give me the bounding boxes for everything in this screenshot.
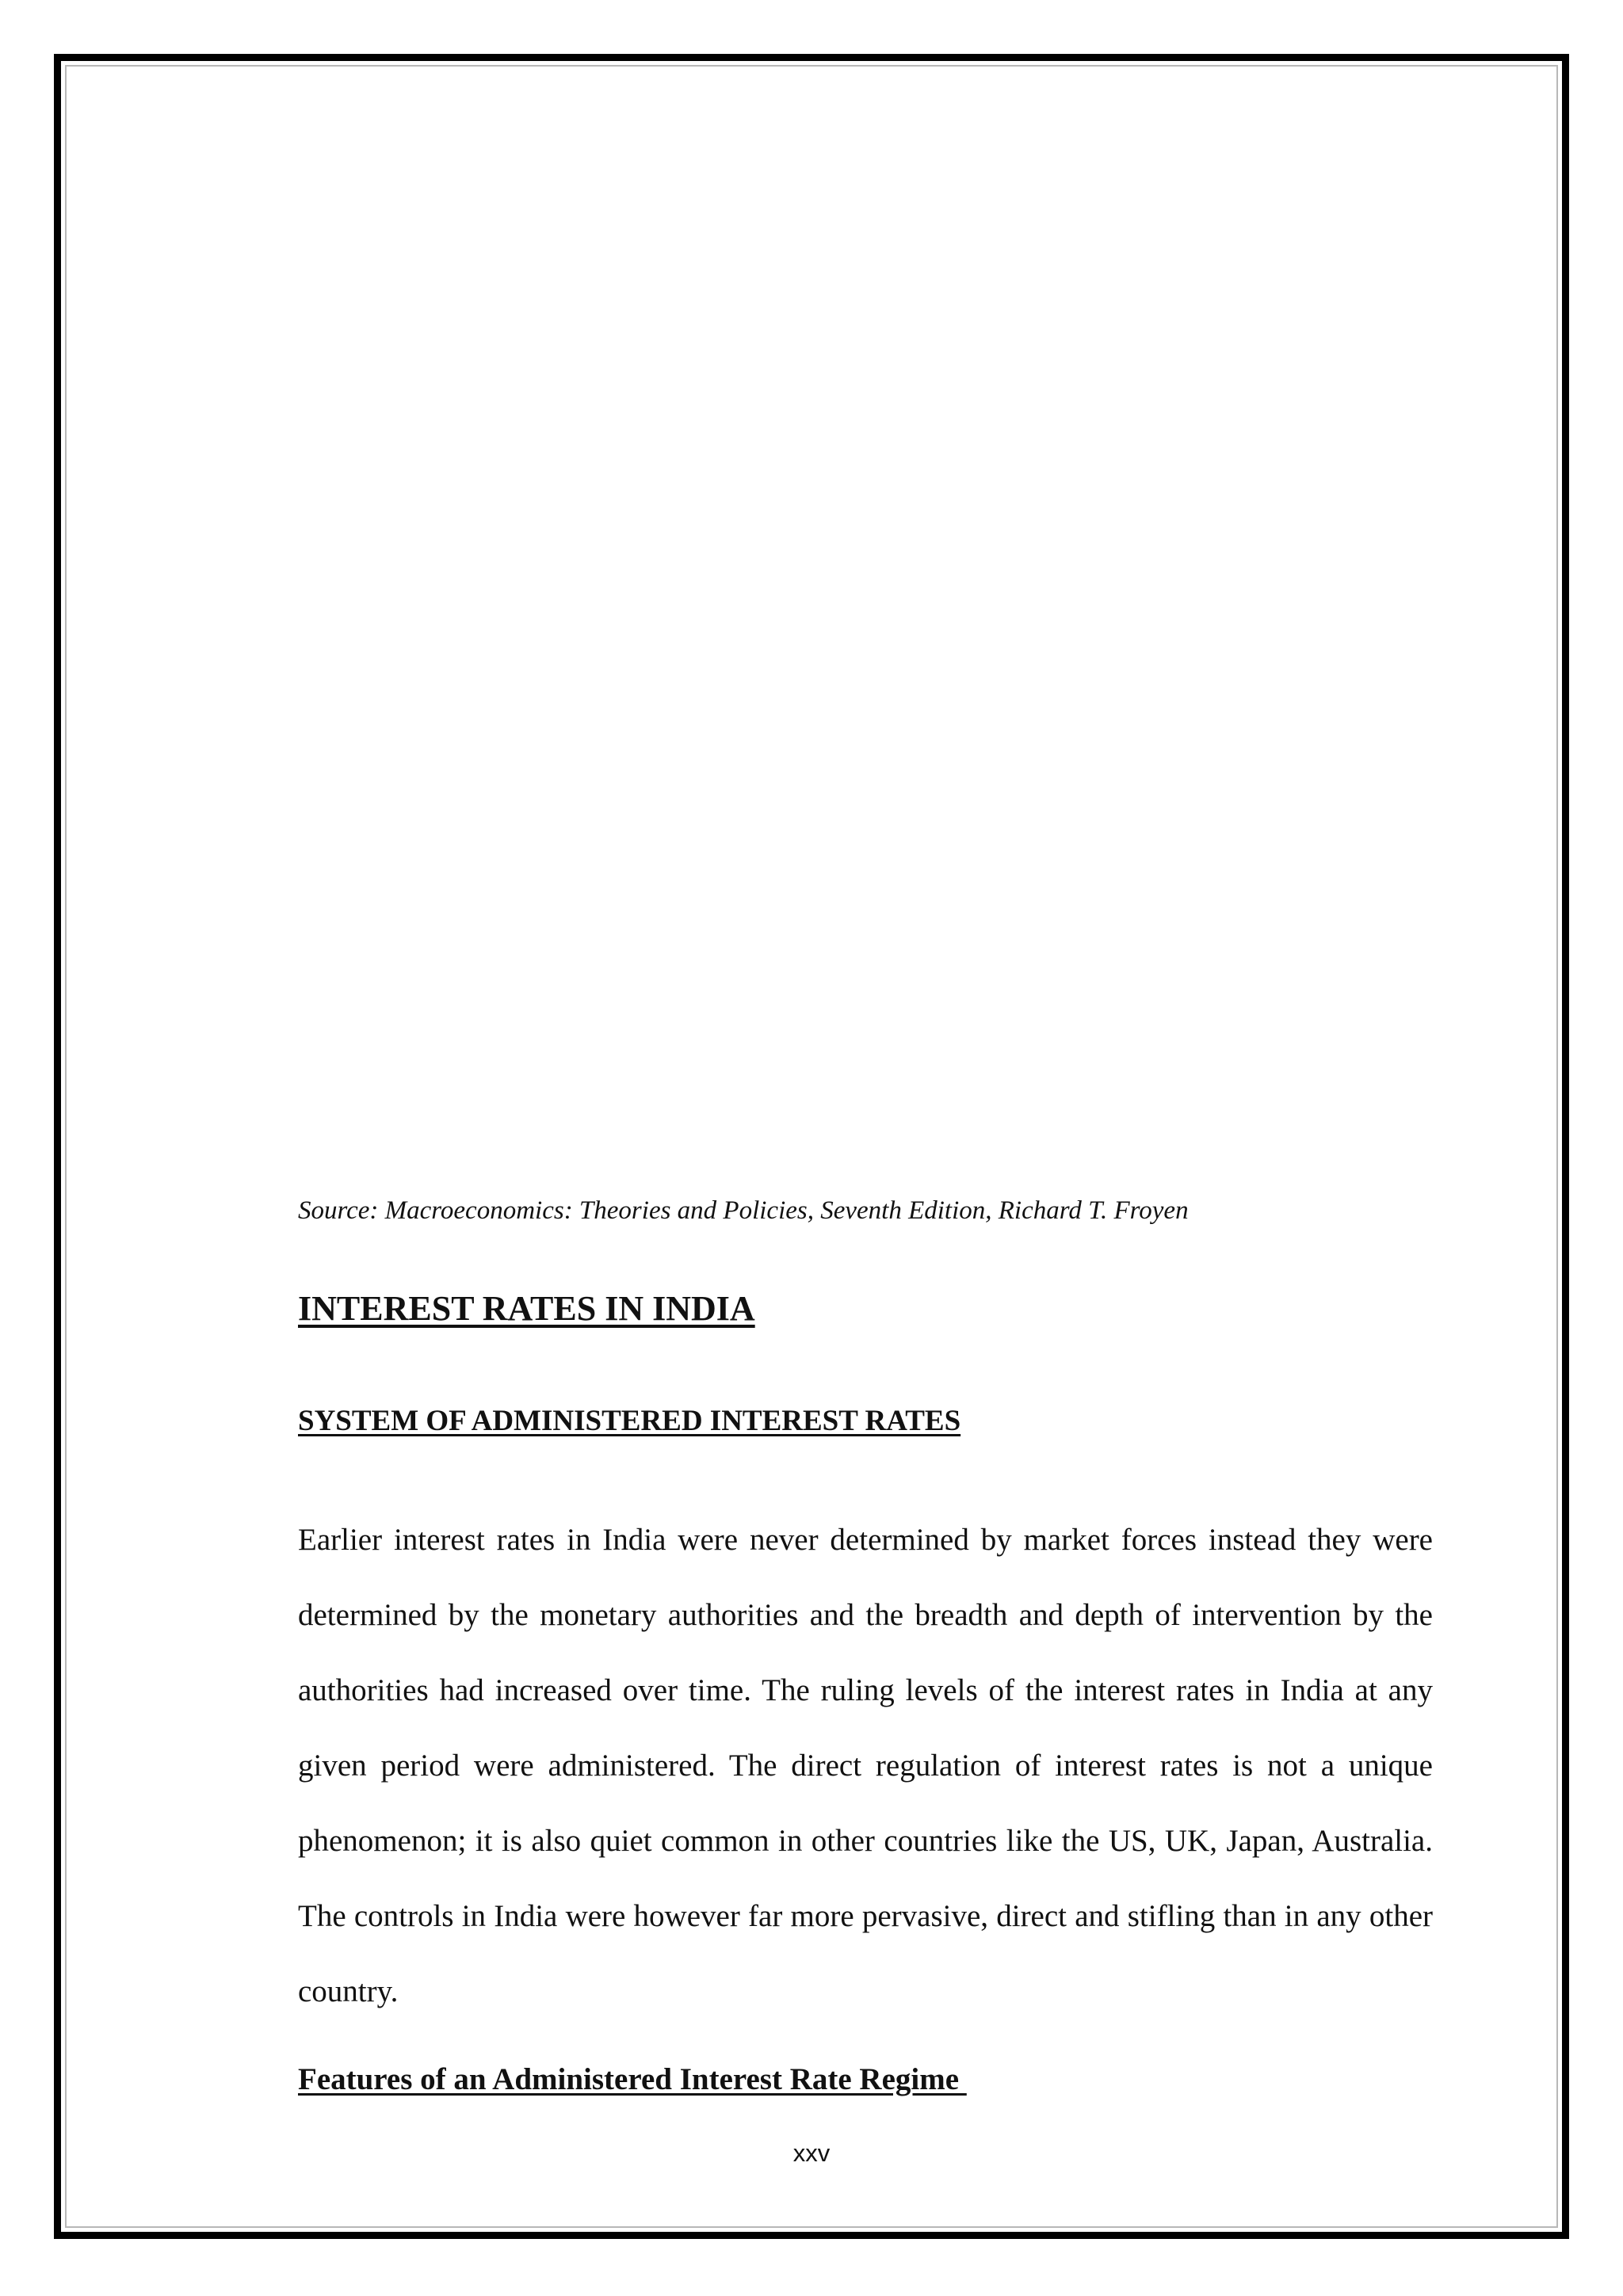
source-citation: Source: Macroeconomics: Theories and Policies, Seventh Edition, Richard T. Froyen [298,1196,1189,1225]
subsection-title: SYSTEM OF ADMINISTERED INTEREST RATES [298,1405,961,1437]
body-paragraph: Earlier interest rates in India were never determined by market forces instead they were determined by the monetary authorities and the breadth and depth of intervention by the authorities had increased over time. The ruling levels of the interest rates in India at any given period were administered. The direct regulation of interest rates is not a unique phenomenon; it is also quiet common in other countries like the US, UK, Japan, Australia. The controls in India were however far more pervasive, direct and stifling than in any other country. [298,1523,1433,2008]
page-number: xxv [792,2139,831,2167]
section-title: INTEREST RATES IN INDIA [298,1289,755,1328]
features-heading: Features of an Administered Interest Rate Regime [298,2062,967,2096]
